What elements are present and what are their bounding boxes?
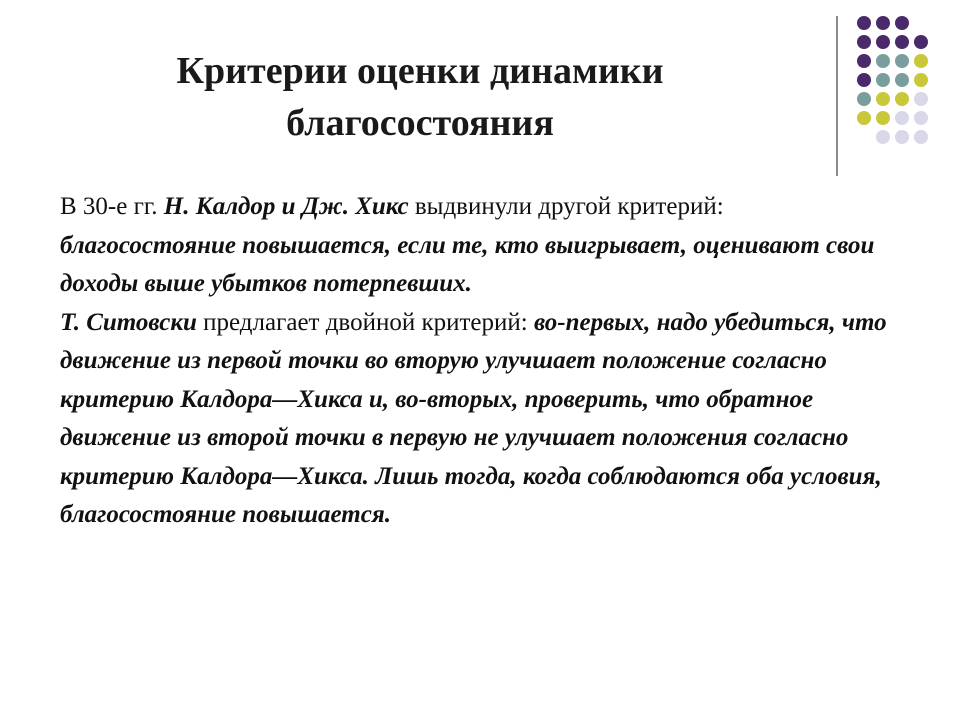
decoration-dot: [876, 16, 890, 30]
p1-text-2: выдвинули другой критерий:: [408, 193, 724, 220]
paragraph-kaldor-hicks: [60, 188, 890, 304]
slide-title: [60, 45, 780, 149]
decoration-dot: [857, 54, 871, 68]
decoration-dot: [895, 111, 909, 125]
decoration-dot: [914, 35, 928, 49]
decoration-dot: [914, 92, 928, 106]
decoration-dot: [876, 35, 890, 49]
decoration-dot: [857, 73, 871, 87]
decoration-dot: [914, 111, 928, 125]
decoration-dot: [914, 130, 928, 144]
p2-author: Т. Ситовски: [60, 308, 197, 336]
decoration-dot: [876, 111, 890, 125]
decoration-dot: [876, 54, 890, 68]
decoration-dot: [914, 73, 928, 87]
decoration-dot: [857, 35, 871, 49]
decoration-dot: [895, 54, 909, 68]
p1-authors: Н. Калдор и Дж. Хикс: [163, 193, 409, 220]
decoration-dot: [895, 130, 909, 144]
decoration-dot: [876, 130, 890, 144]
title-line-2: благосостояния: [286, 102, 554, 144]
decoration-dot: [895, 35, 909, 49]
decoration-dot: [895, 16, 909, 30]
paragraph-scitovsky: [60, 304, 890, 535]
p2-text-1: предлагает двойной критерий:: [196, 308, 534, 336]
decoration-dot: [876, 73, 890, 87]
decoration-dot: [857, 16, 871, 30]
title-line-1: Критерии оценки динамики: [176, 50, 664, 92]
slide-body: [60, 188, 890, 535]
decoration-dot: [876, 92, 890, 106]
decoration-dot: [857, 111, 871, 125]
p1-text-1: В 30-е гг.: [60, 193, 164, 220]
p1-criterion: благосостояние повышается, если те, кто выигрывает, оценивают свои доходы выше убытков потерпевших.: [60, 231, 875, 297]
decoration-dot: [895, 73, 909, 87]
vertical-divider: [836, 16, 838, 176]
decoration-dot: [914, 54, 928, 68]
decoration-dot: [895, 92, 909, 106]
p2-criterion: во-первых, надо убедиться, что движение из первой точки во вторую улучшает положение согласно критерию Калдора—Хикса и, во-вторых, проверить, что обратное движение из второй точки в первую не улучшает положения согласно критерию Калдора—Хикса. Лишь тогда, когда соблюдаются оба условия, благосостояние повышается.: [60, 308, 887, 528]
decoration-dot: [857, 92, 871, 106]
